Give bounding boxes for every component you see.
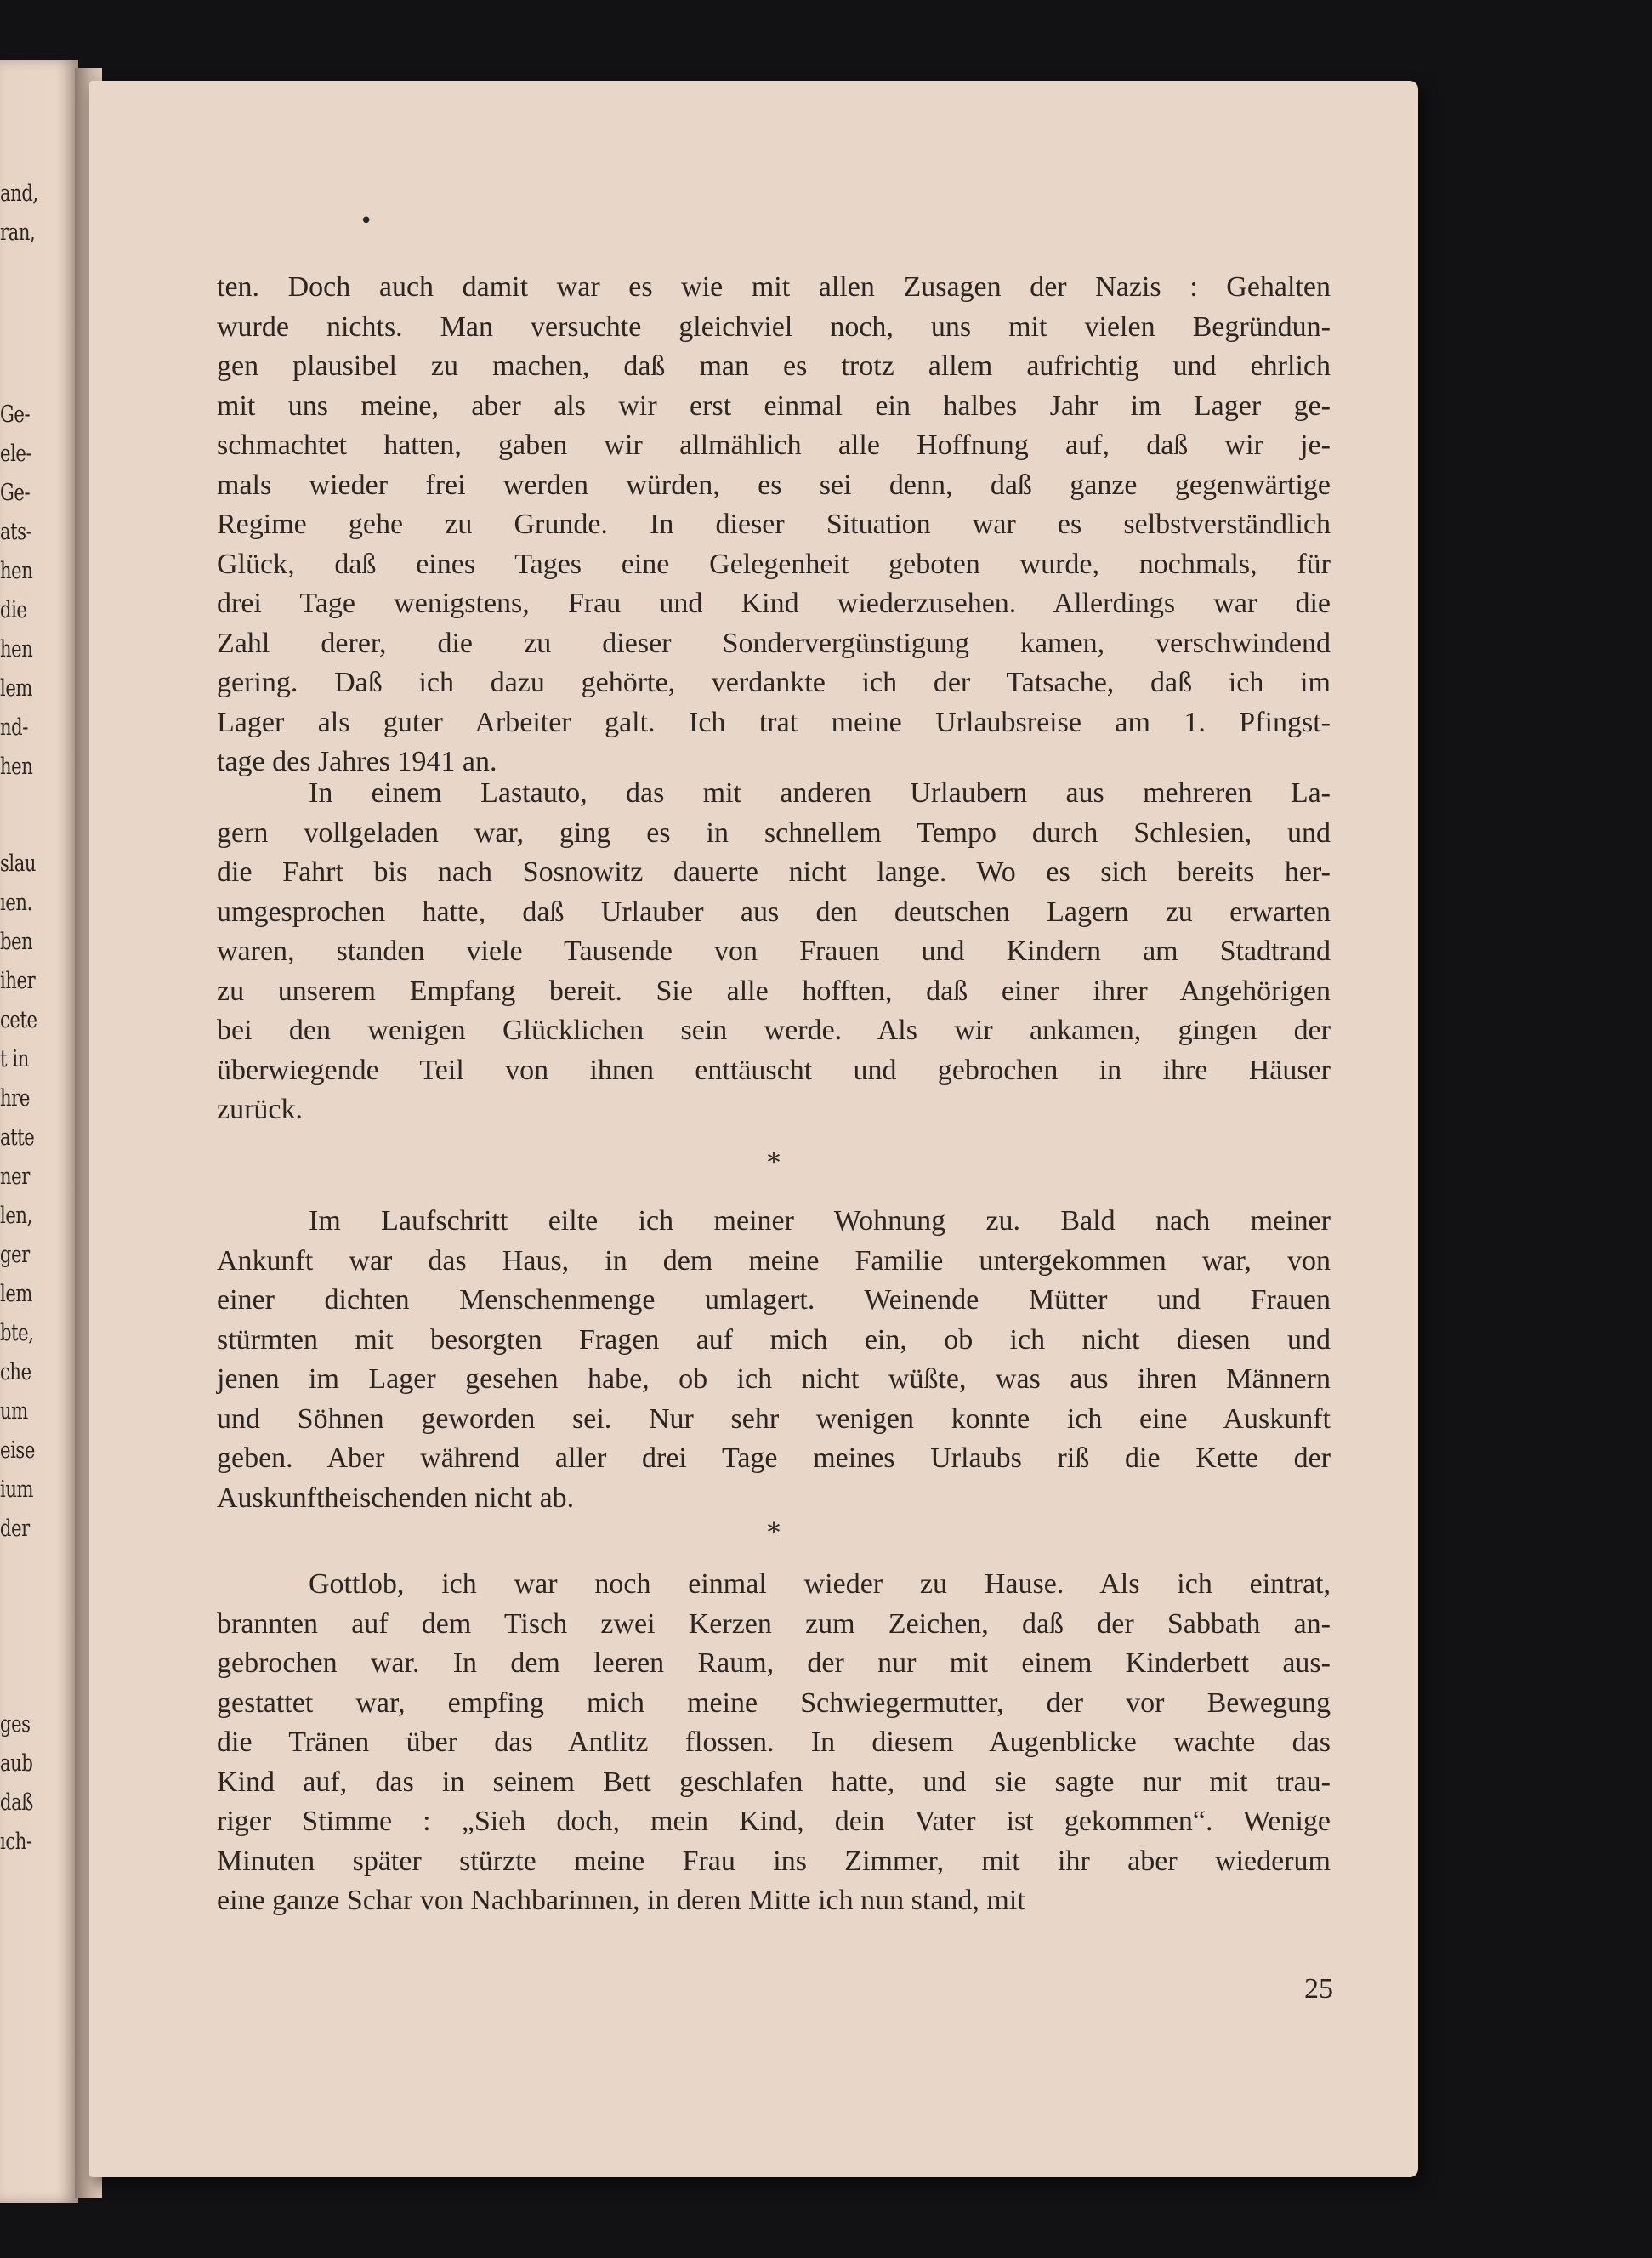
left-page-fragment: Ge- bbox=[0, 401, 31, 428]
text-line: Kind auf, das in seinem Bett geschlafen hatte, und sie sagte nur mit trau- bbox=[217, 1766, 1331, 1798]
left-page-fragment: ges bbox=[0, 1711, 31, 1738]
text-line: brannten auf dem Tisch zwei Kerzen zum Zeichen, daß der Sabbath an- bbox=[217, 1607, 1331, 1640]
text-line: mit uns meine, aber als wir erst einmal ein halbes Jahr im Lager ge- bbox=[217, 390, 1331, 422]
left-page-fragment: atte bbox=[0, 1124, 35, 1151]
left-page-fragment: ele- bbox=[0, 441, 32, 467]
text-line: mals wieder frei werden würden, es sei denn, daß ganze gegenwärtige bbox=[217, 469, 1331, 501]
text-line: Auskunftheischenden nicht ab. bbox=[217, 1482, 575, 1514]
left-page-fragment: lem bbox=[0, 675, 33, 702]
left-page-fragment: lem bbox=[0, 1281, 33, 1307]
text-line: überwiegende Teil von ihnen enttäuscht und gebrochen in ihre Häuser bbox=[217, 1054, 1331, 1086]
text-line: Im Laufschritt eilte ich meiner Wohnung zu. Bald nach meiner bbox=[309, 1205, 1331, 1237]
left-page-fragment: ıch- bbox=[0, 1829, 32, 1855]
text-line: zu unserem Empfang bereit. Sie alle hofften, daß einer ihrer Angehörigen bbox=[217, 975, 1331, 1007]
left-page-fragment: hen bbox=[0, 754, 33, 780]
left-page-fragment: hre bbox=[0, 1085, 30, 1112]
text-line: Minuten später stürzte meine Frau ins Zimmer, mit ihr aber wiederum bbox=[217, 1845, 1331, 1877]
text-line: bei den wenigen Glücklichen sein werde. Als wir ankamen, gingen der bbox=[217, 1015, 1331, 1046]
left-page-edge bbox=[0, 60, 78, 2203]
left-page-fragment: daß bbox=[0, 1789, 33, 1816]
top-mark: • bbox=[360, 208, 373, 234]
text-line: Gottlob, ich war noch einmal wieder zu Hause. Als ich eintrat, bbox=[309, 1568, 1331, 1600]
text-line: gering. Daß ich dazu gehörte, verdankte ich der Tatsache, daß ich im bbox=[217, 667, 1331, 698]
left-page-fragment: ıen. bbox=[0, 890, 32, 916]
left-page-fragment: ran, bbox=[0, 219, 36, 246]
text-line: und Söhnen geworden sei. Nur sehr wenigen konnte ich eine Auskunft bbox=[217, 1402, 1331, 1435]
text-line: riger Stimme : „Sieh doch, mein Kind, dein Vater ist gekommen“. Wenige bbox=[217, 1806, 1331, 1837]
left-page-fragment: iher bbox=[0, 968, 36, 994]
left-page-fragment: and, bbox=[0, 180, 38, 207]
left-page-fragment: ats- bbox=[0, 519, 32, 545]
text-line: drei Tage wenigstens, Frau und Kind wiederzusehen. Allerdings war die bbox=[217, 588, 1331, 619]
left-page-fragment: slau bbox=[0, 850, 37, 877]
left-page-fragment: cete bbox=[0, 1007, 37, 1033]
left-page-fragment: nd- bbox=[0, 714, 28, 741]
section-separator: * bbox=[767, 1148, 781, 1178]
section-separator: * bbox=[767, 1518, 781, 1548]
text-line: tage des Jahres 1941 an. bbox=[217, 746, 497, 777]
left-page-fragment: aub bbox=[0, 1750, 33, 1777]
left-page-text-fragments bbox=[0, 60, 78, 2203]
text-line: jenen im Lager gesehen habe, ob ich nicht wüßte, was aus ihren Männern bbox=[217, 1363, 1331, 1395]
text-line: ten. Doch auch damit war es wie mit allen Zusagen der Nazis : Gehalten bbox=[217, 271, 1331, 303]
text-line: Ankunft war das Haus, in dem meine Familie untergekommen war, von bbox=[217, 1244, 1331, 1277]
text-line: wurde nichts. Man versuchte gleichviel noch, uns mit vielen Begründun- bbox=[217, 310, 1331, 343]
right-page bbox=[89, 81, 1418, 2177]
left-page-fragment: len, bbox=[0, 1203, 32, 1229]
text-line: die Tränen über das Antlitz flossen. In diesem Augenblicke wachte das bbox=[217, 1726, 1331, 1758]
left-page-fragment: ger bbox=[0, 1242, 30, 1268]
page-number: 25 bbox=[1304, 1973, 1333, 2005]
text-line: Lager als guter Arbeiter galt. Ich trat meine Urlaubsreise am 1. Pfingst- bbox=[217, 706, 1331, 738]
left-page-fragment: um bbox=[0, 1398, 28, 1425]
text-line: gen plausibel zu machen, daß man es trotz allem aufrichtig und ehrlich bbox=[217, 350, 1331, 382]
text-line: schmachtet hatten, gaben wir allmählich alle Hoffnung auf, daß wir je- bbox=[217, 429, 1331, 461]
left-page-fragment: der bbox=[0, 1516, 30, 1542]
text-line: einer dichten Menschenmenge umlagert. Weinende Mütter und Frauen bbox=[217, 1284, 1331, 1316]
left-page-fragment: eise bbox=[0, 1437, 35, 1464]
left-page-fragment: die bbox=[0, 597, 27, 623]
text-line: gestattet war, empfing mich meine Schwiegermutter, der vor Bewegung bbox=[217, 1686, 1331, 1719]
left-page-fragment: ner bbox=[0, 1163, 30, 1190]
left-page-fragment: bte, bbox=[0, 1320, 34, 1346]
left-page-fragment: Ge- bbox=[0, 480, 31, 506]
text-line: waren, standen viele Tausende von Frauen und Kindern am Stadtrand bbox=[217, 936, 1331, 967]
left-page-fragment: che bbox=[0, 1359, 31, 1385]
text-line: Zahl derer, die zu dieser Sondervergünstigung kamen, verschwindend bbox=[217, 627, 1331, 659]
text-line: stürmten mit besorgten Fragen auf mich ein, ob ich nicht diesen und bbox=[217, 1323, 1331, 1356]
left-page-fragment: t in bbox=[0, 1046, 29, 1072]
text-line: gern vollgeladen war, ging es in schnellem Tempo durch Schlesien, und bbox=[217, 816, 1331, 849]
text-line: geben. Aber während aller drei Tage meines Urlaubs riß die Kette der bbox=[217, 1442, 1331, 1474]
text-line: eine ganze Schar von Nachbarinnen, in deren Mitte ich nun stand, mit bbox=[217, 1885, 1025, 1916]
text-line: zurück. bbox=[217, 1094, 304, 1125]
text-line: die Fahrt bis nach Sosnowitz dauerte nicht lange. Wo es sich bereits her- bbox=[217, 856, 1331, 888]
left-page-fragment: ben bbox=[0, 929, 33, 955]
text-line: Glück, daß eines Tages eine Gelegenheit geboten wurde, nochmals, für bbox=[217, 548, 1331, 580]
text-line: In einem Lastauto, das mit anderen Urlaubern aus mehreren La- bbox=[309, 777, 1331, 809]
left-page-fragment: hen bbox=[0, 636, 33, 663]
text-line: Regime gehe zu Grunde. In dieser Situation war es selbstverständlich bbox=[217, 509, 1331, 540]
text-line: umgesprochen hatte, daß Urlauber aus den deutschen Lagern zu erwarten bbox=[217, 896, 1331, 928]
left-page-fragment: hen bbox=[0, 558, 33, 584]
text-line: gebrochen war. In dem leeren Raum, der nur mit einem Kinderbett aus- bbox=[217, 1647, 1331, 1679]
left-page-fragment: ium bbox=[0, 1476, 34, 1503]
